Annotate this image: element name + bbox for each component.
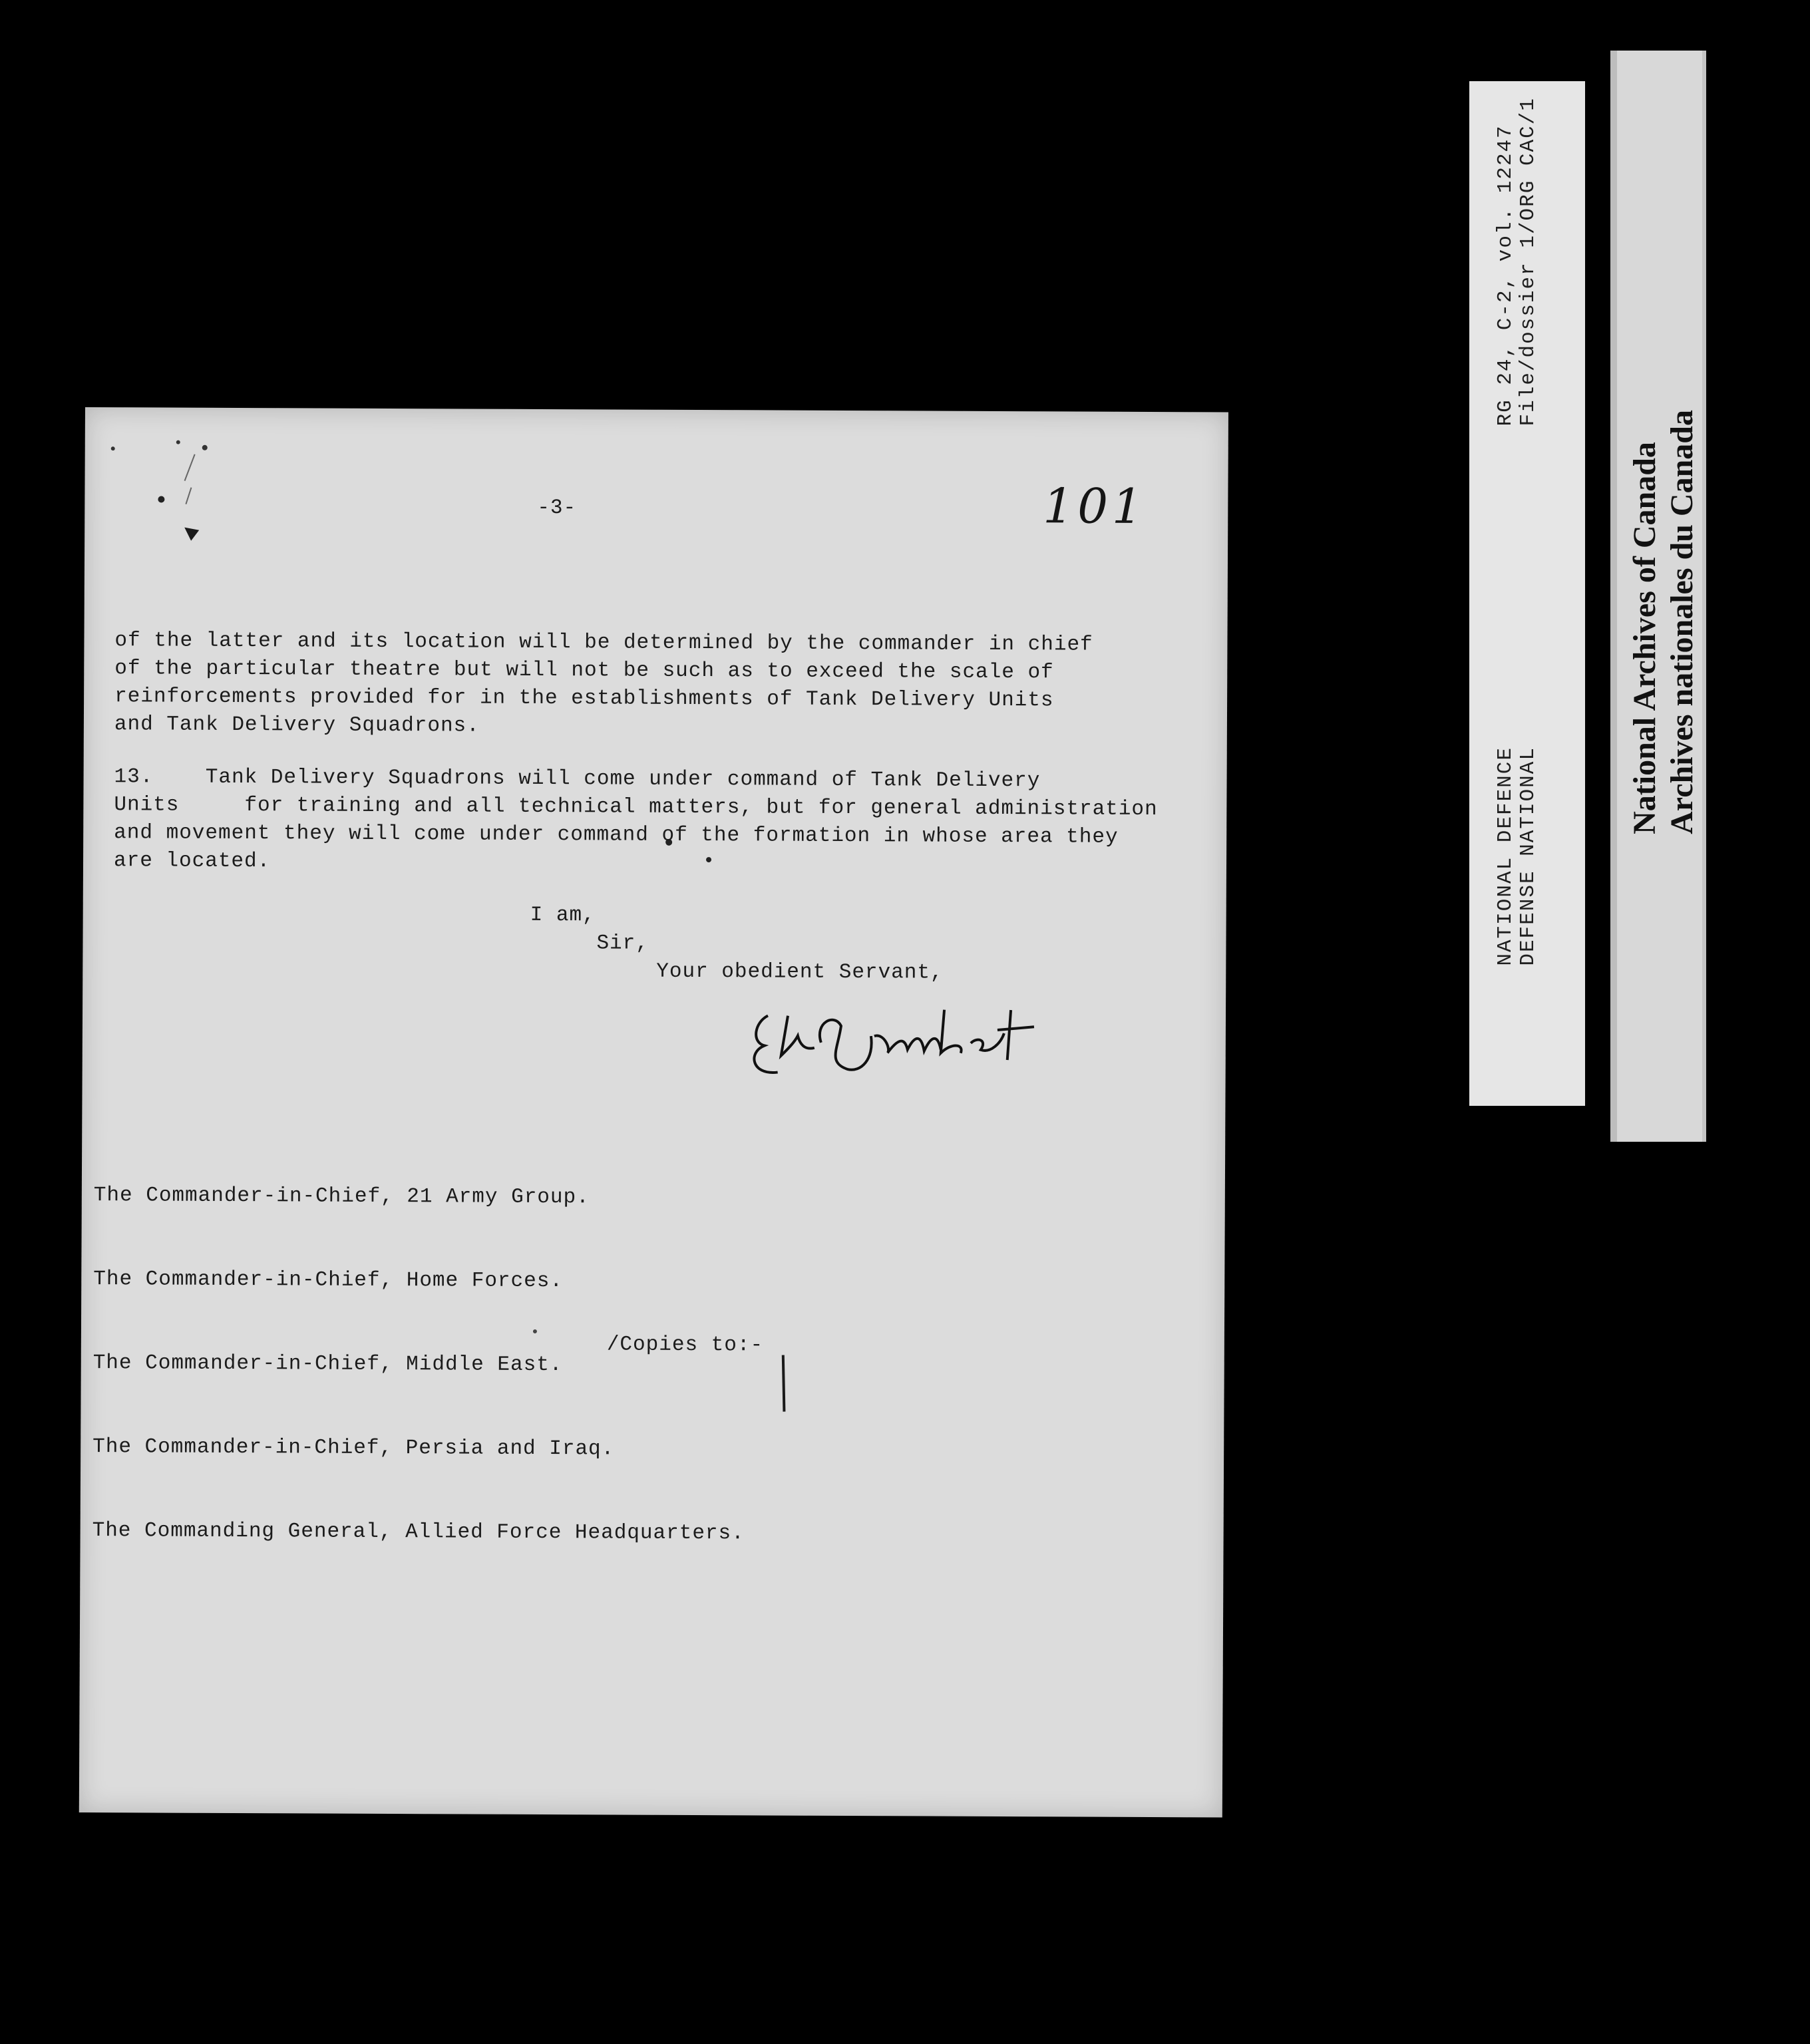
scan-marks — [79, 407, 1228, 1817]
reference-label — [1469, 81, 1585, 1106]
folio-number: 101 — [1043, 478, 1147, 534]
paragraph-13: 13. Tank Delivery Squadrons will come under command of Tank Delivery Units for training and all technical matters, but for general administration and movement they will come under command of the formation in whose area they are located. — [113, 765, 1158, 874]
document-page — [79, 407, 1228, 1817]
closing-i-am: I am, — [530, 903, 596, 928]
archive-label — [1610, 51, 1706, 1142]
copies-to: /Copies to:- — [606, 1333, 764, 1357]
distribution-item: The Commander-in-Chief, Middle East. — [92, 1351, 563, 1377]
department-label: NATIONAL DEFENCE DEFENSE NATIONAL — [1494, 747, 1540, 966]
archive-reference: RG 24, C-2, vol. 12247 File/dossier 1/ORG CAC/1 — [1494, 97, 1540, 426]
closing-obedient-servant: Your obedient Servant, — [656, 959, 944, 985]
distribution-item: The Commander-in-Chief, 21 Army Group. — [93, 1184, 590, 1210]
distribution-item: The Commanding General, Allied Force Headquarters. — [92, 1519, 745, 1546]
distribution-list — [92, 1126, 746, 1604]
page-number: -3- — [537, 496, 577, 520]
closing-sir: Sir, — [596, 932, 649, 955]
distribution-item: The Commander-in-Chief, Persia and Iraq. — [92, 1435, 615, 1461]
institution-label: National Archives of Canada Archives nationales du Canada — [1627, 410, 1700, 834]
paragraph-continuation: of the latter and its location will be determined by the commander in chief of the particular theatre but will not be such as to exceed the scale of reinforcements provided for in the establishments of Tank Delivery Units and Tank Delivery Squadrons. — [114, 629, 1093, 738]
distribution-item: The Commander-in-Chief, Home Forces. — [93, 1268, 564, 1293]
signature — [741, 995, 1075, 1090]
